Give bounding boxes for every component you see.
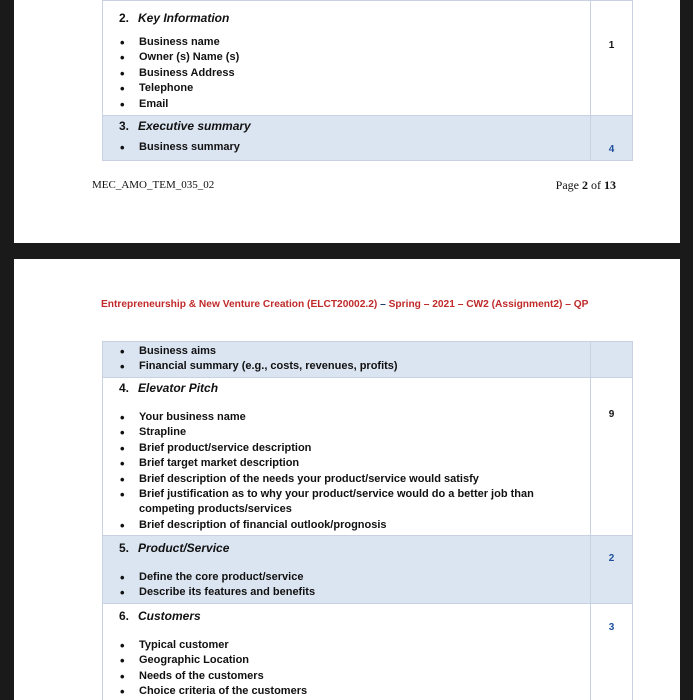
criteria-table [102,341,633,700]
list-item: • Typical customer [103,638,590,653]
list-item: • Business summary [103,140,590,155]
list-item: • Financial summary (e.g., costs, revenues, profits) [103,359,590,374]
list-item: • Geographic Location [103,653,590,668]
list-item: • Business aims [103,344,590,359]
list-item: • Business Address [103,66,590,81]
course-title: Entrepreneurship & New Venture Creation (ELCT20002.2) [101,299,378,310]
bullet-list [103,35,590,112]
score-value: 2 [608,553,615,564]
section-row-product-service [103,536,633,604]
bullet-list [103,342,590,375]
section-number: 5. [119,541,130,555]
section-title: Customers [138,609,201,623]
section-heading [103,378,590,395]
list-item: • Brief justification as to why your product/service would do a better job than competing products/services [103,487,590,518]
document-page-3 [14,259,680,700]
section-row-customers [103,604,633,700]
list-item: • Strapline [103,425,590,440]
list-item: • Brief description of financial outlook/prognosis [103,518,590,533]
score-value: 9 [608,409,615,420]
term-label: Spring – 2021 – CW2 (Assignment2) – QP [388,299,589,310]
score-value: 3 [608,622,615,633]
section-heading [103,536,590,555]
bullet-list [103,140,590,155]
list-item: • Needs of the customers [103,669,590,684]
list-item: • Brief target market description [103,456,590,471]
list-item: • Email [103,97,590,112]
list-item: • Brief product/service description [103,441,590,456]
section-title: Executive summary [138,119,251,133]
section-title: Elevator Pitch [138,381,219,395]
section-row-key-information [103,1,633,116]
criteria-table [102,0,633,161]
list-item: • Define the core product/service [103,570,590,585]
section-heading [103,116,590,133]
bullet-list [103,570,590,601]
page-number: Page 2 of 13 [555,178,616,192]
section-number: 2. [119,11,130,25]
list-item: • Business name [103,35,590,50]
bullet-list [103,638,590,700]
list-item: • Describe its features and benefits [103,585,590,600]
list-item: • Brief description of the needs your product/service would satisfy [103,472,590,487]
section-number: 3. [119,119,130,133]
list-item: • Telephone [103,81,590,96]
section-title: Key Information [138,11,230,25]
document-code: MEC_AMO_TEM_035_02 [92,179,215,191]
bullet-list [103,410,590,533]
section-row-elevator-pitch [103,378,633,536]
list-item: • Your business name [103,410,590,425]
section-number: 6. [119,609,130,623]
section-heading [103,604,590,623]
list-item: • Choice criteria of the customers [103,684,590,699]
section-number: 4. [119,381,130,395]
list-item: • Owner (s) Name (s) [103,50,590,65]
section-row-executive-summary [103,116,633,161]
continued-row [103,342,633,378]
document-page-2 [14,0,680,243]
score-value: 4 [608,144,615,155]
section-title: Product/Service [138,541,230,555]
document-header: Entrepreneurship & New Venture Creation (ELCT20002.2) – Spring – 2021 – CW2 (Assignment2) – QP [101,299,589,310]
score-value: 1 [608,40,615,51]
section-heading [103,1,590,25]
